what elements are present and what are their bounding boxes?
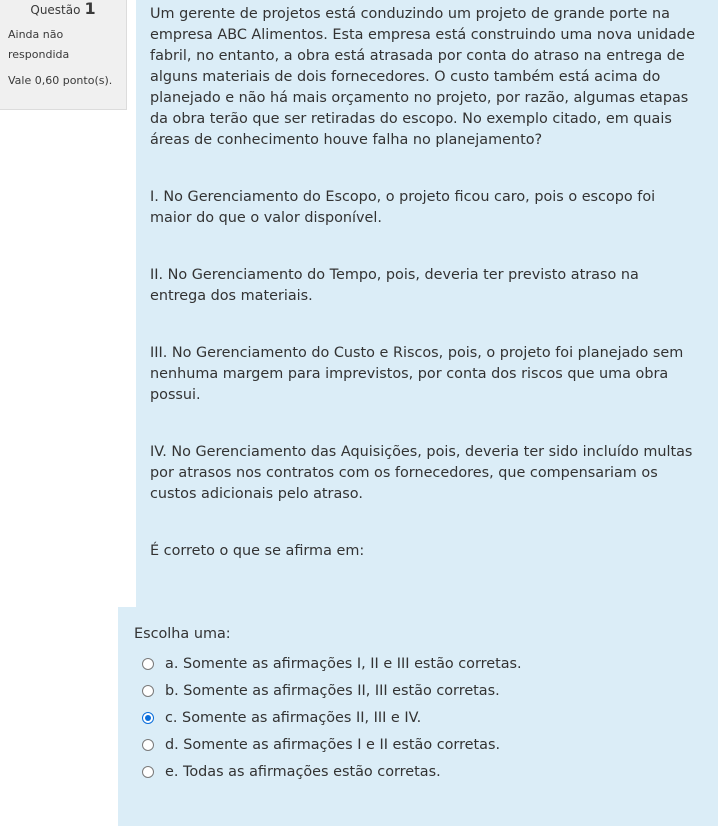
answer-options <box>134 651 718 785</box>
answer-option-label[interactable]: a. Somente as afirmações I, II e III estão corretas. <box>165 656 522 672</box>
radio-button-c[interactable] <box>142 712 154 724</box>
radio-button-b[interactable] <box>142 685 154 697</box>
answer-option-e[interactable] <box>134 759 718 785</box>
statement-3: III. No Gerenciamento do Custo e Riscos, pois, o projeto foi planejado sem nenhuma margem para imprevistos, por conta dos riscos que uma obra possui. <box>150 345 684 403</box>
statement-1: I. No Gerenciamento do Escopo, o projeto ficou caro, pois o escopo foi maior do que o valor disponível. <box>150 189 656 226</box>
question-text-block <box>136 0 718 607</box>
question-prompt: É correto o que se afirma em: <box>150 543 365 559</box>
question-status: Ainda não respondida <box>8 28 70 61</box>
answer-block <box>118 607 718 826</box>
answer-option-label[interactable]: d. Somente as afirmações I e II estão corretas. <box>165 737 501 753</box>
statement-2: II. No Gerenciamento do Tempo, pois, deveria ter previsto atraso na entrega dos materiais. <box>150 267 639 304</box>
radio-button-d[interactable] <box>142 739 154 751</box>
statement-4: IV. No Gerenciamento das Aquisições, pois, deveria ter sido incluído multas por atrasos nos contratos com os fornecedores, que compensariam os custos adicionais pelo atraso. <box>150 444 693 502</box>
answer-option-b[interactable] <box>134 678 718 704</box>
question-label: Questão <box>30 3 81 17</box>
answer-option-d[interactable] <box>134 732 718 758</box>
answer-prompt: Escolha uma: <box>134 626 231 642</box>
answer-option-label[interactable]: c. Somente as afirmações II, III e IV. <box>165 710 422 726</box>
answer-option-c[interactable] <box>134 705 718 731</box>
answer-option-label[interactable]: e. Todas as afirmações estão corretas. <box>165 764 441 780</box>
question-info-box <box>0 0 127 110</box>
radio-button-e[interactable] <box>142 766 154 778</box>
answer-option-label[interactable]: b. Somente as afirmações II, III estão corretas. <box>165 683 500 699</box>
question-text: Um gerente de projetos está conduzindo um projeto de grande porte na empresa ABC Alimentos. Esta empresa está construindo uma nova unidade fabril, no entanto, a obra está atrasada por conta do atraso na entrega de alguns materiais de dois fornecedores. O custo também está acima do planejado e não há mais orçamento no projeto, por razão, algumas etapas da obra terão que ser retiradas do escopo. No exemplo citado, em quais áreas de conhecimento houve falha no planejamento? <box>150 6 695 148</box>
question-grade: Vale 0,60 ponto(s). <box>8 74 113 87</box>
question-number: 1 <box>84 0 96 18</box>
radio-button-a[interactable] <box>142 658 154 670</box>
question-number-heading <box>0 2 126 17</box>
answer-option-a[interactable] <box>134 651 718 677</box>
